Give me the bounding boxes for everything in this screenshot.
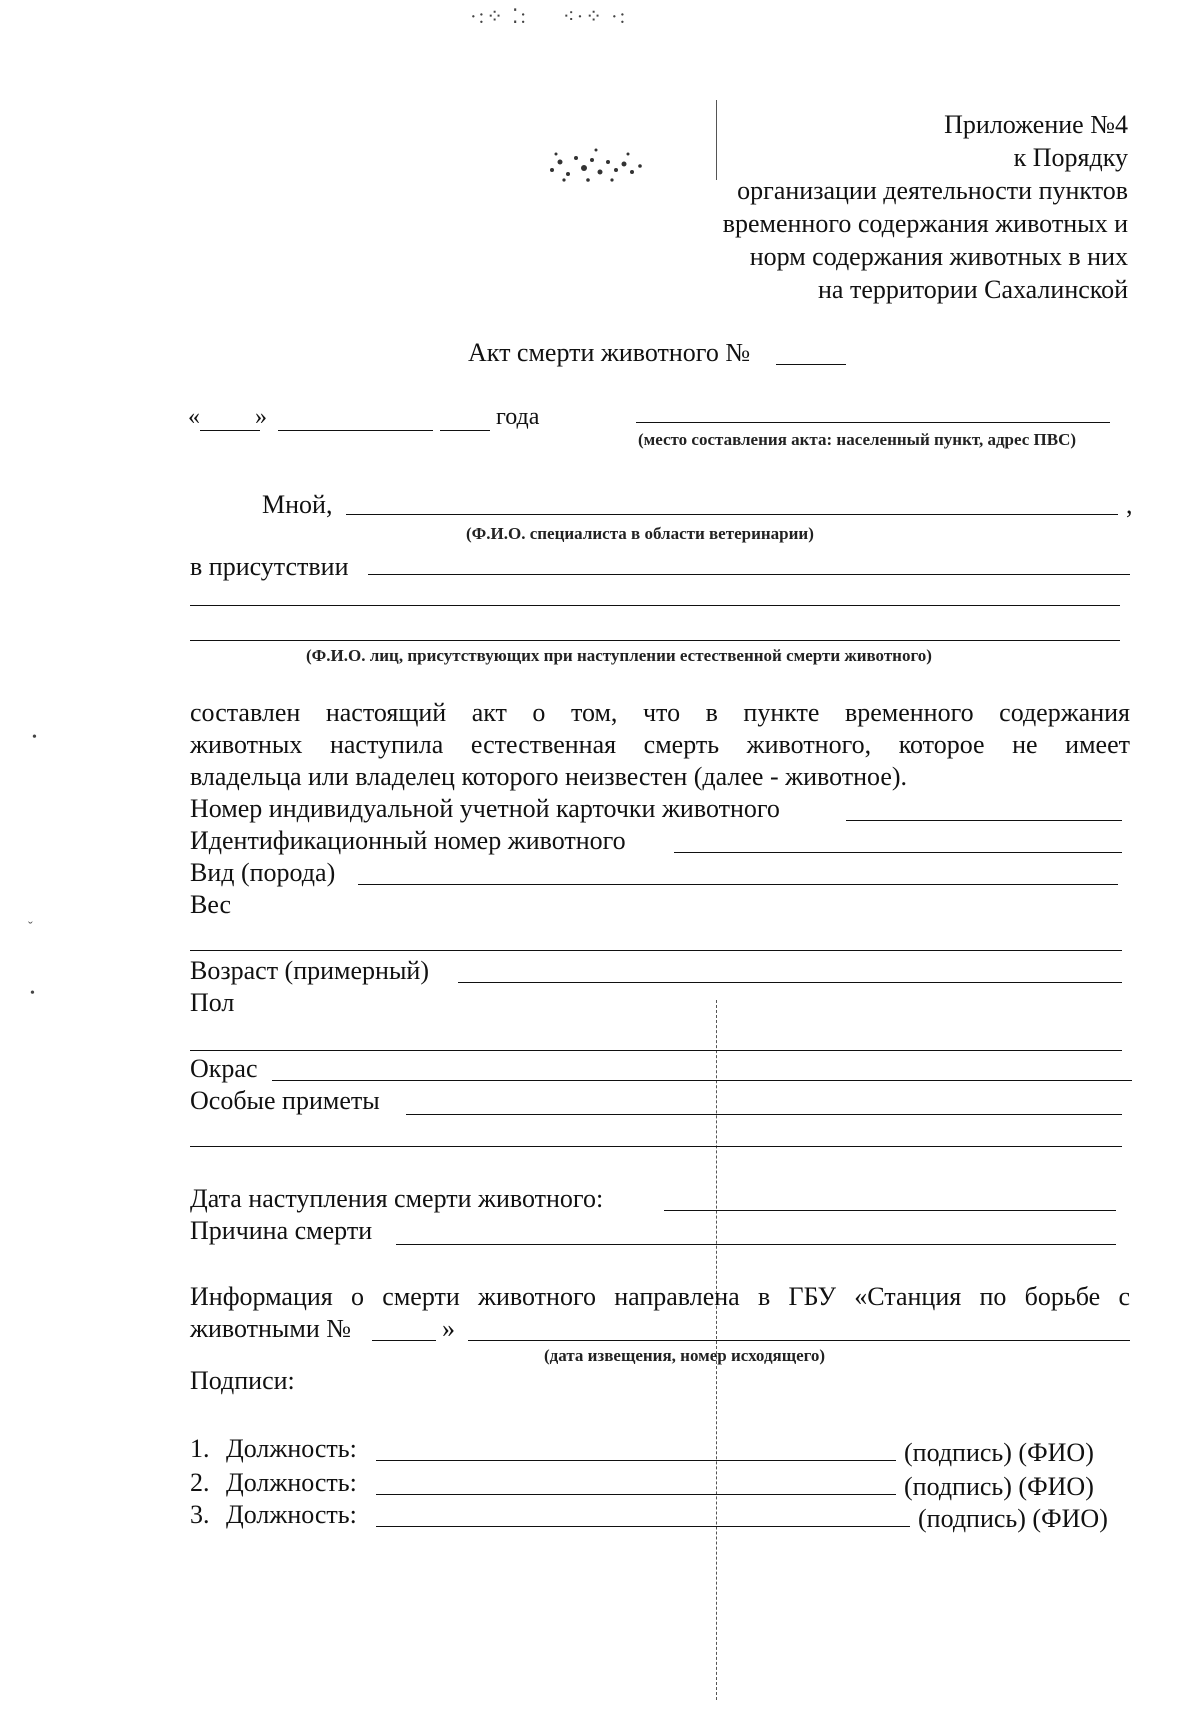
notice-caption: (дата извещения, номер исходящего)	[544, 1346, 826, 1365]
info-quote-close: »	[442, 1314, 455, 1343]
document-title	[468, 338, 750, 368]
document-title-text: Акт смерти животного №	[468, 338, 751, 367]
header-line3: организации деятельности пунктов	[737, 176, 1128, 205]
sex-label: Пол	[190, 988, 235, 1017]
weight-blank[interactable]	[190, 950, 1122, 951]
specialist-caption: (Ф.И.О. специалиста в области ветеринарии)	[466, 524, 814, 543]
signature-row-3-num: 3.	[190, 1500, 210, 1529]
signature-row-2-suffix: (подпись) (ФИО)	[904, 1472, 1094, 1501]
death-cause-label: Причина смерти	[190, 1216, 373, 1245]
presence-caption: (Ф.И.О. лиц, присутствующих при наступлении естественной смерти животного)	[306, 646, 932, 665]
signature-row-1-blank[interactable]	[376, 1460, 896, 1461]
card-number-label: Номер индивидуальной учетной карточки животного	[190, 794, 780, 823]
death-date-label: Дата наступления смерти животного:	[190, 1184, 604, 1213]
death-cause-blank[interactable]	[396, 1244, 1116, 1245]
header-line1: Приложение №4	[944, 110, 1128, 139]
body-line-2: животных наступила естественная смерть животного, которое не имеет	[190, 730, 1130, 759]
by-me-comma: ,	[1126, 490, 1133, 519]
stamp-smudge	[540, 140, 650, 205]
id-number-label: Идентификационный номер животного	[190, 826, 626, 855]
date-quote-close: »	[255, 404, 267, 430]
scan-dot: •	[32, 730, 37, 745]
signature-row-1-label: Должность:	[226, 1434, 357, 1463]
presence-label: в присутствии	[190, 552, 349, 581]
fold-line-top	[716, 100, 717, 180]
signature-row-2-label: Должность:	[226, 1468, 357, 1497]
date-day-blank[interactable]	[200, 430, 260, 431]
place-blank[interactable]	[636, 422, 1110, 423]
age-label: Возраст (примерный)	[190, 956, 429, 985]
presence-blank-3[interactable]	[190, 640, 1120, 641]
stamp-smudge-graphic	[540, 140, 650, 200]
signature-row-3-blank[interactable]	[376, 1526, 910, 1527]
scan-dot: •	[30, 986, 35, 1001]
signature-row-3-label: Должность:	[226, 1500, 357, 1529]
age-blank[interactable]	[458, 982, 1122, 983]
scan-dot: ˇ	[28, 920, 33, 935]
card-number-blank[interactable]	[846, 820, 1122, 821]
breed-label: Вид (порода)	[190, 858, 336, 887]
info-line-1: Информация о смерти животного направлена в ГБУ «Станция по борьбе с	[190, 1282, 1130, 1311]
date-year-blank[interactable]	[440, 430, 490, 431]
station-number-blank[interactable]	[372, 1340, 436, 1341]
breed-blank[interactable]	[358, 884, 1118, 885]
presence-blank-2[interactable]	[190, 605, 1120, 606]
notice-date-blank[interactable]	[468, 1340, 1130, 1341]
by-me-label: Мной,	[262, 490, 333, 519]
date-month-blank[interactable]	[278, 430, 433, 431]
marks-blank-1[interactable]	[406, 1114, 1122, 1115]
color-blank[interactable]	[272, 1080, 1132, 1081]
body-line-3: владельца или владелец которого неизвестен (далее - животное).	[190, 762, 908, 791]
marks-label: Особые приметы	[190, 1086, 380, 1115]
scan-noise-top: ·:⁘ ⁚: ⁖·⁘ ·:	[470, 6, 628, 28]
info-line-2-start: животными №	[190, 1314, 352, 1343]
header-line6: на территории Сахалинской	[818, 275, 1128, 304]
signature-row-3-suffix: (подпись) (ФИО)	[918, 1504, 1108, 1533]
death-date-blank[interactable]	[664, 1210, 1116, 1211]
date-quote-open: «	[188, 404, 200, 430]
id-number-blank[interactable]	[674, 852, 1122, 853]
header-line2: к Порядку	[1013, 143, 1128, 172]
signature-row-1-suffix: (подпись) (ФИО)	[904, 1438, 1094, 1467]
color-label: Окрас	[190, 1054, 258, 1083]
year-word: года	[496, 404, 540, 430]
presence-blank-1[interactable]	[368, 574, 1130, 575]
signature-row-2-blank[interactable]	[376, 1494, 896, 1495]
act-number-blank[interactable]	[776, 364, 846, 365]
signatures-heading: Подписи:	[190, 1366, 295, 1395]
specialist-name-blank[interactable]	[346, 514, 1118, 515]
marks-blank-2[interactable]	[190, 1146, 1122, 1147]
header-line5: норм содержания животных в них	[749, 242, 1128, 271]
place-caption: (место составления акта: населенный пункт, адрес ПВС)	[638, 430, 1077, 449]
body-line-1: составлен настоящий акт о том, что в пункте временного содержания	[190, 698, 1130, 727]
weight-label: Вес	[190, 890, 232, 919]
signature-row-2-num: 2.	[190, 1468, 210, 1497]
sex-blank[interactable]	[190, 1050, 1122, 1051]
signature-row-1-num: 1.	[190, 1434, 210, 1463]
header-line4: временного содержания животных и	[722, 209, 1128, 238]
